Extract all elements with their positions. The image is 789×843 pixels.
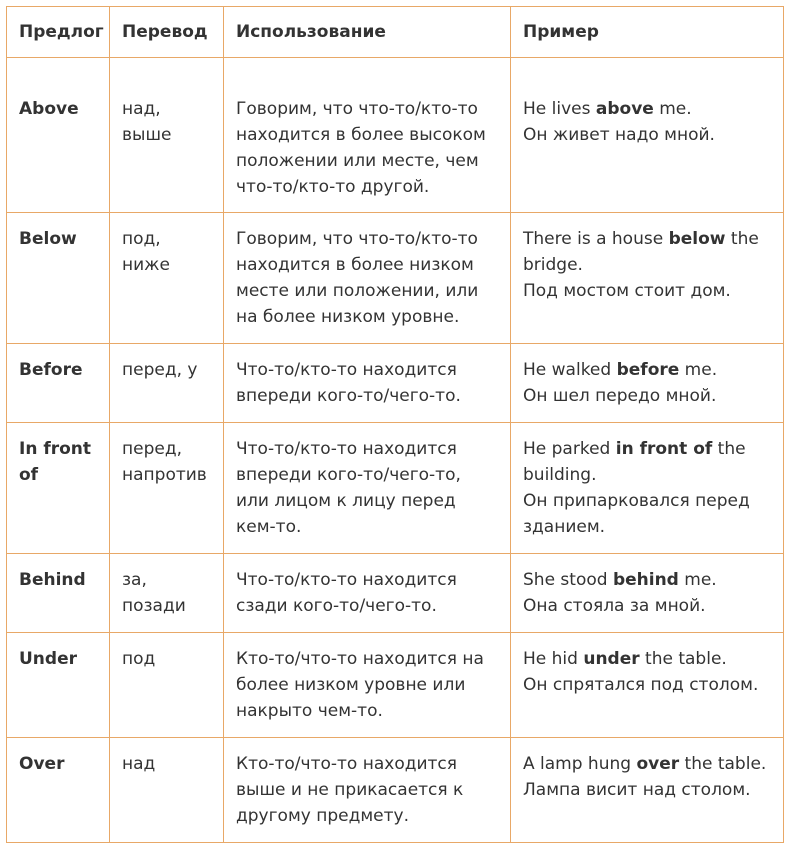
example-text: He parked: [523, 439, 616, 459]
example-highlight: before: [616, 360, 680, 380]
cell-example: [511, 554, 784, 633]
example-text: She stood: [523, 570, 613, 590]
table-row: [7, 58, 784, 213]
cell-preposition: Under: [7, 633, 110, 738]
example-highlight: under: [583, 649, 640, 669]
header-example: Пример: [511, 7, 784, 58]
cell-usage: Говорим, что что-то/кто-то находится в более низком месте или положении, или на более низком уровне.: [224, 213, 511, 344]
example-russian: Лампа висит над столом.: [523, 780, 751, 800]
cell-translation: перед, у: [110, 344, 224, 423]
cell-usage: Что-то/кто-то находится впереди кого-то/чего-то.: [224, 344, 511, 423]
prepositions-table-wrapper: [6, 6, 783, 843]
cell-translation: под: [110, 633, 224, 738]
example-text: the bridge.: [523, 229, 759, 275]
example-english: [523, 357, 771, 383]
cell-translation: за, позади: [110, 554, 224, 633]
example-highlight: in front of: [615, 439, 713, 459]
example-russian: Он живет надо мной.: [523, 125, 715, 145]
example-text: He lives: [523, 99, 596, 119]
table-body: [7, 58, 784, 843]
example-text: He hid: [523, 649, 584, 669]
example-highlight: below: [668, 229, 726, 249]
table-header: [7, 7, 784, 58]
cell-translation: под, ниже: [110, 213, 224, 344]
example-text: He walked: [523, 360, 617, 380]
cell-preposition: Before: [7, 344, 110, 423]
example-english: [523, 96, 771, 122]
example-russian: Он припарковался перед зданием.: [523, 491, 750, 537]
cell-usage: Кто-то/что-то находится на более низком уровне или накрыто чем-то.: [224, 633, 511, 738]
example-english: [523, 751, 771, 777]
cell-usage: Что-то/кто-то находится впереди кого-то/чего-то, или лицом к лицу перед кем-то.: [224, 423, 511, 554]
example-text: There is a house: [523, 229, 669, 249]
cell-translation: над, выше: [110, 58, 224, 213]
example-text: the table.: [679, 754, 767, 774]
example-english: [523, 567, 771, 593]
table-row: [7, 213, 784, 344]
example-highlight: above: [595, 99, 654, 119]
cell-example: [511, 633, 784, 738]
cell-preposition: Behind: [7, 554, 110, 633]
example-highlight: over: [636, 754, 680, 774]
example-russian: Она стояла за мной.: [523, 596, 706, 616]
cell-example: [511, 423, 784, 554]
table-row: [7, 554, 784, 633]
header-preposition: Предлог: [7, 7, 110, 58]
prepositions-table: [6, 6, 784, 843]
table-row: [7, 423, 784, 554]
cell-usage: Кто-то/что-то находится выше и не прикасается к другому предмету.: [224, 738, 511, 843]
example-russian: Под мостом стоит дом.: [523, 281, 731, 301]
table-row: [7, 633, 784, 738]
example-text: A lamp hung: [523, 754, 637, 774]
example-english: [523, 226, 771, 278]
example-text: me.: [653, 99, 692, 119]
cell-preposition: In front of: [7, 423, 110, 554]
example-english: [523, 646, 771, 672]
cell-preposition: Above: [7, 58, 110, 213]
cell-example: [511, 344, 784, 423]
example-highlight: behind: [612, 570, 679, 590]
cell-translation: над: [110, 738, 224, 843]
cell-usage: Говорим, что что-то/кто-то находится в более высоком положении или месте, чем что-то/кто-то другой.: [224, 58, 511, 213]
table-row: [7, 738, 784, 843]
cell-preposition: Below: [7, 213, 110, 344]
example-english: [523, 436, 771, 488]
example-text: the table.: [639, 649, 727, 669]
example-text: me.: [678, 570, 717, 590]
cell-usage: Что-то/кто-то находится сзади кого-то/чего-то.: [224, 554, 511, 633]
header-row: [7, 7, 784, 58]
header-usage: Использование: [224, 7, 511, 58]
example-text: the building.: [523, 439, 746, 485]
cell-example: [511, 213, 784, 344]
cell-example: [511, 738, 784, 843]
cell-example: [511, 58, 784, 213]
header-translation: Перевод: [110, 7, 224, 58]
cell-translation: перед, напротив: [110, 423, 224, 554]
example-russian: Он спрятался под столом.: [523, 675, 759, 695]
cell-preposition: Over: [7, 738, 110, 843]
example-text: me.: [679, 360, 718, 380]
table-row: [7, 344, 784, 423]
example-russian: Он шел передо мной.: [523, 386, 717, 406]
